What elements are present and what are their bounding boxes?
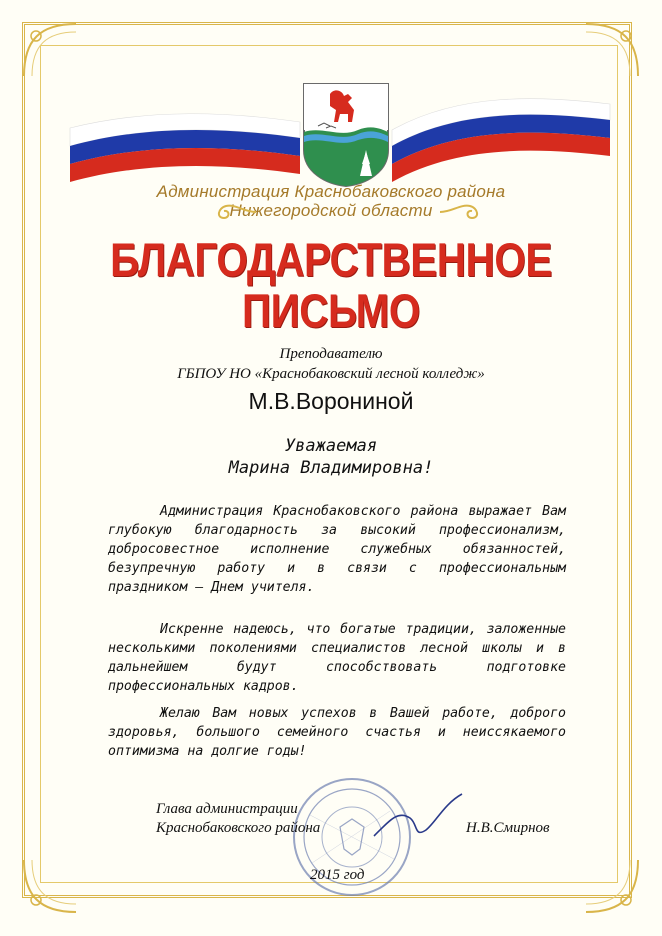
corner-ornament-bottom-left [20, 856, 80, 916]
recipient-role: Преподавателю [279, 346, 383, 362]
coat-of-arms-emblem [300, 80, 392, 188]
body-paragraph-2 [108, 620, 566, 696]
body-paragraph-3-text: Желаю Вам новых успехов в Вашей работе, доброго здоровья, большого семейного счастья и неиссякаемого оптимизма на долгие годы! [108, 706, 566, 759]
recipient-name: М.В.Ворониной [248, 388, 414, 414]
handwritten-signature [370, 790, 470, 850]
title-line2: ПИСЬМО [242, 284, 420, 337]
body-paragraph-3 [108, 704, 566, 761]
signatory-name: Н.В.Смирнов [466, 820, 550, 836]
greeting-line1: Уважаемая [284, 436, 378, 456]
swirl-ornament-left [210, 200, 258, 222]
signatory-position-line1: Глава администрации [156, 801, 298, 817]
greeting-line2: Марина Владимировна! [228, 458, 434, 478]
swirl-ornament-right [438, 200, 486, 222]
corner-ornament-bottom-right [582, 856, 642, 916]
administration-line1: Администрация Краснобаковского района [156, 182, 506, 201]
body-paragraph-1 [108, 502, 566, 597]
document-year: 2015 год [310, 867, 365, 883]
signatory-position-line2: Краснобаковского района [156, 820, 321, 836]
title-line1: БЛАГОДАРСТВЕННОЕ [110, 233, 552, 286]
recipient-organization: ГБПОУ НО «Краснобаковский лесной колледж» [177, 366, 485, 382]
body-paragraph-1-text: Администрация Краснобаковского района выражает Вам глубокую благодарность за высокий профессионализм, добросовестное исполнение служебных обязанностей, безупречную работу и в связи с профессиональным праздником – Днем учителя. [108, 504, 566, 595]
administration-line2: Нижегородской области [229, 201, 433, 220]
body-paragraph-2-text: Искренне надеюсь, что богатые традиции, заложенные несколькими поколениями специалистов лесной школы и в дальнейшем будут способствовать подготовке профессиональных кадров. [108, 622, 566, 694]
